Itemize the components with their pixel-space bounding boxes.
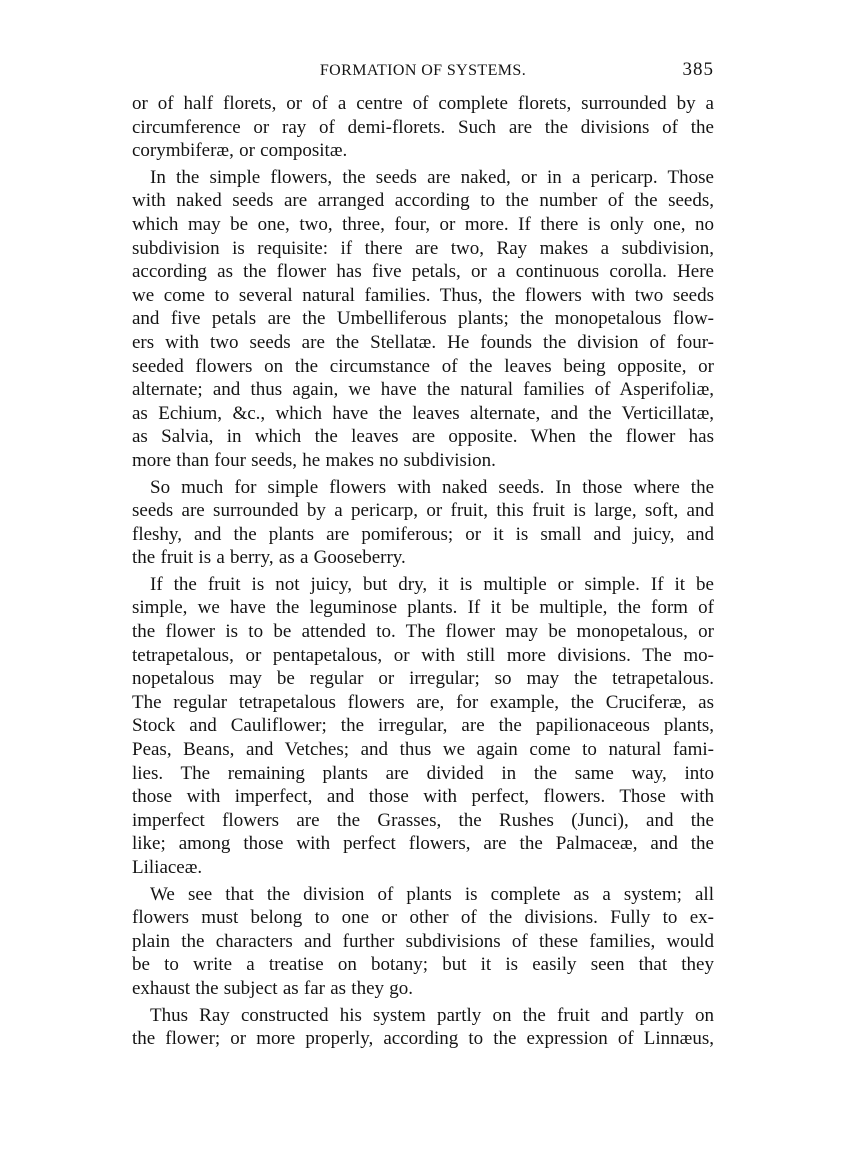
text-line: we come to several natural families. Thus, the flowers with two seeds — [132, 284, 714, 306]
text-line: seeds are surrounded by a pericarp, or fruit, this fruit is large, soft, and — [132, 500, 714, 522]
text-line: like; among those with perfect flowers, are the Palmaceæ, and the — [132, 833, 714, 855]
text-line: seeded flowers on the circumstance of the leaves being opposite, or — [132, 355, 714, 377]
text-line: fleshy, and the plants are pomiferous; or it is small and juicy, and — [132, 523, 714, 545]
text-line: as Salvia, in which the leaves are opposite. When the flower has — [132, 426, 714, 448]
body-text — [132, 92, 714, 1051]
text-line: In the simple flowers, the seeds are naked, or in a pericarp. Those — [150, 166, 714, 188]
text-line: If the fruit is not juicy, but dry, it is multiple or simple. If it be — [150, 573, 714, 595]
text-line: The regular tetrapetalous flowers are, for example, the Cruciferæ, as — [132, 691, 714, 713]
text-line: exhaust the subject as far as they go. — [132, 977, 414, 999]
text-line: nopetalous may be regular or irregular; so may the tetrapetalous. — [132, 668, 714, 690]
text-line: tetrapetalous, or pentapetalous, or with still more divisions. The mo- — [132, 644, 714, 666]
paragraph — [132, 476, 714, 570]
text-line: So much for simple flowers with naked seeds. In those where the — [150, 476, 714, 498]
text-line: and five petals are the Umbelliferous plants; the monopetalous flow- — [132, 308, 714, 330]
paragraph — [132, 92, 714, 163]
text-line: Liliaceæ. — [132, 857, 203, 878]
paragraph — [132, 1004, 714, 1051]
text-line: according as the flower has five petals, or a continuous corolla. Here — [132, 261, 714, 283]
text-line: which may be one, two, three, four, or more. If there is only one, no — [132, 213, 714, 235]
text-line: with naked seeds are arranged according to the number of the seeds, — [132, 190, 714, 212]
text-line: lies. The remaining plants are divided in the same way, into — [132, 762, 714, 784]
text-line: or of half florets, or of a centre of complete florets, surrounded by a — [132, 93, 714, 114]
text-line: as Echium, &c., which have the leaves alternate, and the Verticillatæ, — [132, 402, 714, 424]
paragraph — [132, 573, 714, 880]
text-line: Stock and Cauliflower; the irregular, are the papilionaceous plants, — [132, 715, 714, 737]
text-line: more than four seeds, he makes no subdivision. — [132, 449, 496, 471]
book-page — [132, 58, 714, 1051]
text-line: the fruit is a berry, as a Gooseberry. — [132, 547, 406, 569]
text-line: plain the characters and further subdivisions of these families, would — [132, 930, 714, 952]
running-title: FORMATION OF SYSTEMS. — [319, 62, 527, 79]
text-line: circumference or ray of demi-florets. Such are the divisions of the — [132, 116, 714, 138]
text-line: those with imperfect, and those with perfect, flowers. Those with — [132, 786, 714, 808]
text-line: subdivision is requisite: if there are two, Ray makes a subdivision, — [132, 237, 714, 259]
text-line: Peas, Beans, and Vetches; and thus we again come to natural fami- — [132, 739, 714, 761]
text-line: corymbiferæ, or compositæ. — [132, 140, 348, 162]
page-number: 385 — [682, 59, 714, 80]
text-line: be to write a treatise on botany; but it is easily seen that they — [132, 954, 714, 976]
text-line: simple, we have the leguminose plants. If it be multiple, the form of — [132, 597, 714, 619]
text-line: Thus Ray constructed his system partly on the fruit and partly on — [150, 1004, 714, 1026]
text-line: alternate; and thus again, we have the natural families of Asperifoliæ, — [132, 379, 714, 401]
text-line: flowers must belong to one or other of the divisions. Fully to ex- — [132, 907, 714, 929]
text-line: We see that the division of plants is complete as a system; all — [150, 883, 714, 905]
text-line: imperfect flowers are the Grasses, the Rushes (Junci), and the — [132, 809, 714, 831]
text-line: the flower is to be attended to. The flower may be monopetalous, or — [132, 621, 714, 643]
running-head — [132, 58, 714, 92]
paragraph — [132, 883, 714, 1001]
paragraph — [132, 166, 714, 473]
text-line: ers with two seeds are the Stellatæ. He founds the division of four- — [132, 331, 714, 353]
text-line: the flower; or more properly, according to the expression of Linnæus, — [132, 1028, 714, 1050]
